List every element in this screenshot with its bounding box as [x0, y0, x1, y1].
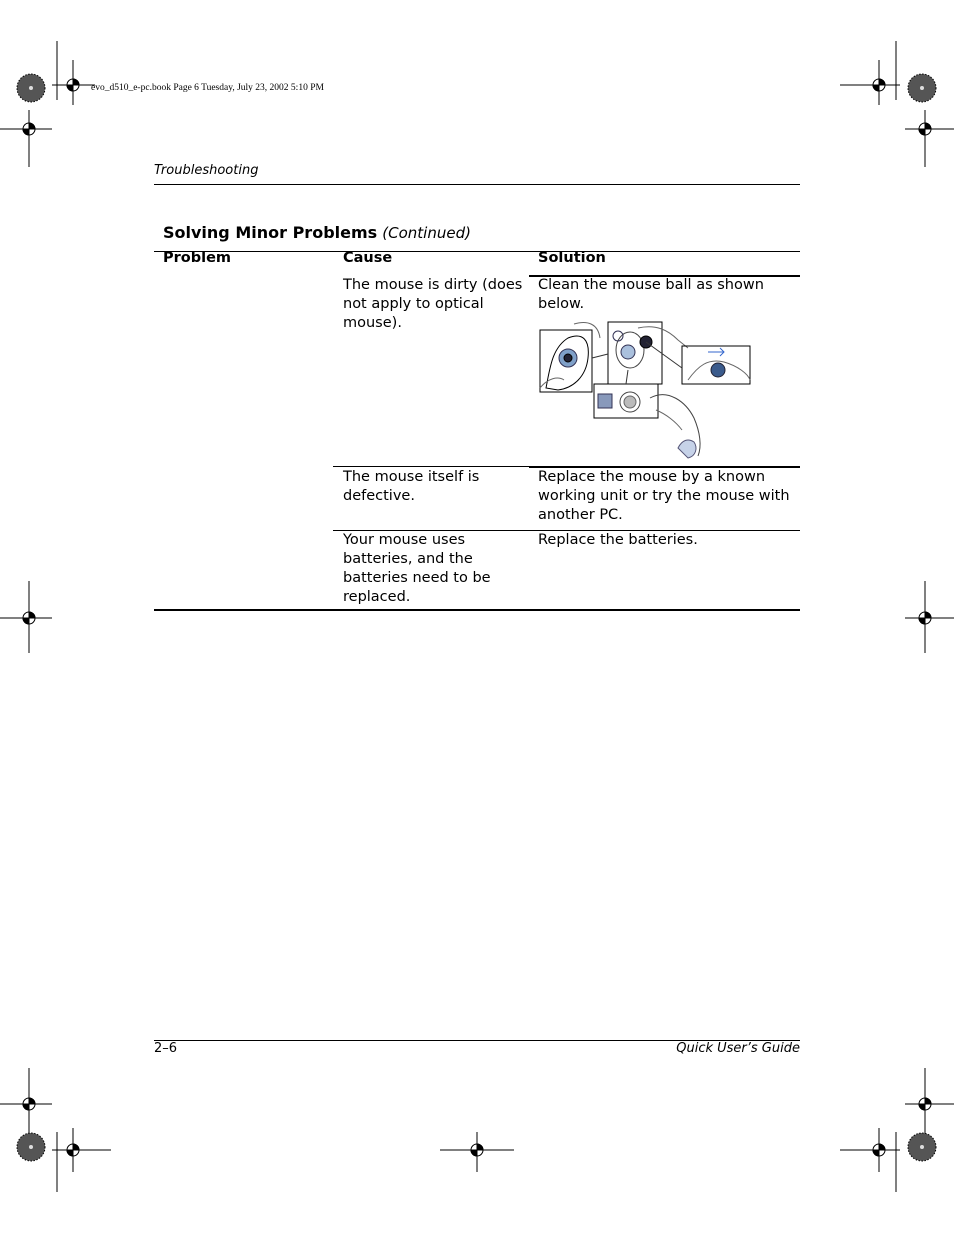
- table-title-suffix: (Continued): [382, 224, 471, 242]
- cause-line: The mouse is dirty (does: [343, 277, 523, 293]
- cause-line: mouse).: [343, 315, 402, 331]
- column-header-cause: Cause: [343, 250, 393, 266]
- solution-line: Replace the mouse by a known: [538, 469, 766, 485]
- print-info: evo_d510_e-pc.book Page 6 Tuesday, July 23, 2002 5:10 PM: [91, 83, 324, 93]
- cause-line: not apply to optical: [343, 296, 484, 312]
- solution-line: Replace the batteries.: [538, 532, 698, 548]
- solution-line: below.: [538, 296, 585, 312]
- cause-line: batteries need to be: [343, 570, 491, 586]
- column-header-solution: Solution: [538, 250, 606, 266]
- cause-line: The mouse itself is: [343, 469, 480, 485]
- cause-line: Your mouse uses: [343, 532, 466, 548]
- solution-line: Clean the mouse ball as shown: [538, 277, 764, 293]
- running-header: Troubleshooting: [154, 163, 259, 178]
- cause-line: defective.: [343, 488, 415, 504]
- solution-line: working unit or try the mouse with: [538, 488, 790, 504]
- page-number: 2–6: [154, 1041, 178, 1056]
- cause-line: replaced.: [343, 589, 411, 605]
- solution-line: another PC.: [538, 507, 623, 523]
- column-header-problem: Problem: [163, 250, 232, 266]
- cause-line: batteries, and the: [343, 551, 473, 567]
- guide-title: Quick User’s Guide: [676, 1041, 800, 1056]
- table-title-main: Solving Minor Problems: [163, 223, 378, 242]
